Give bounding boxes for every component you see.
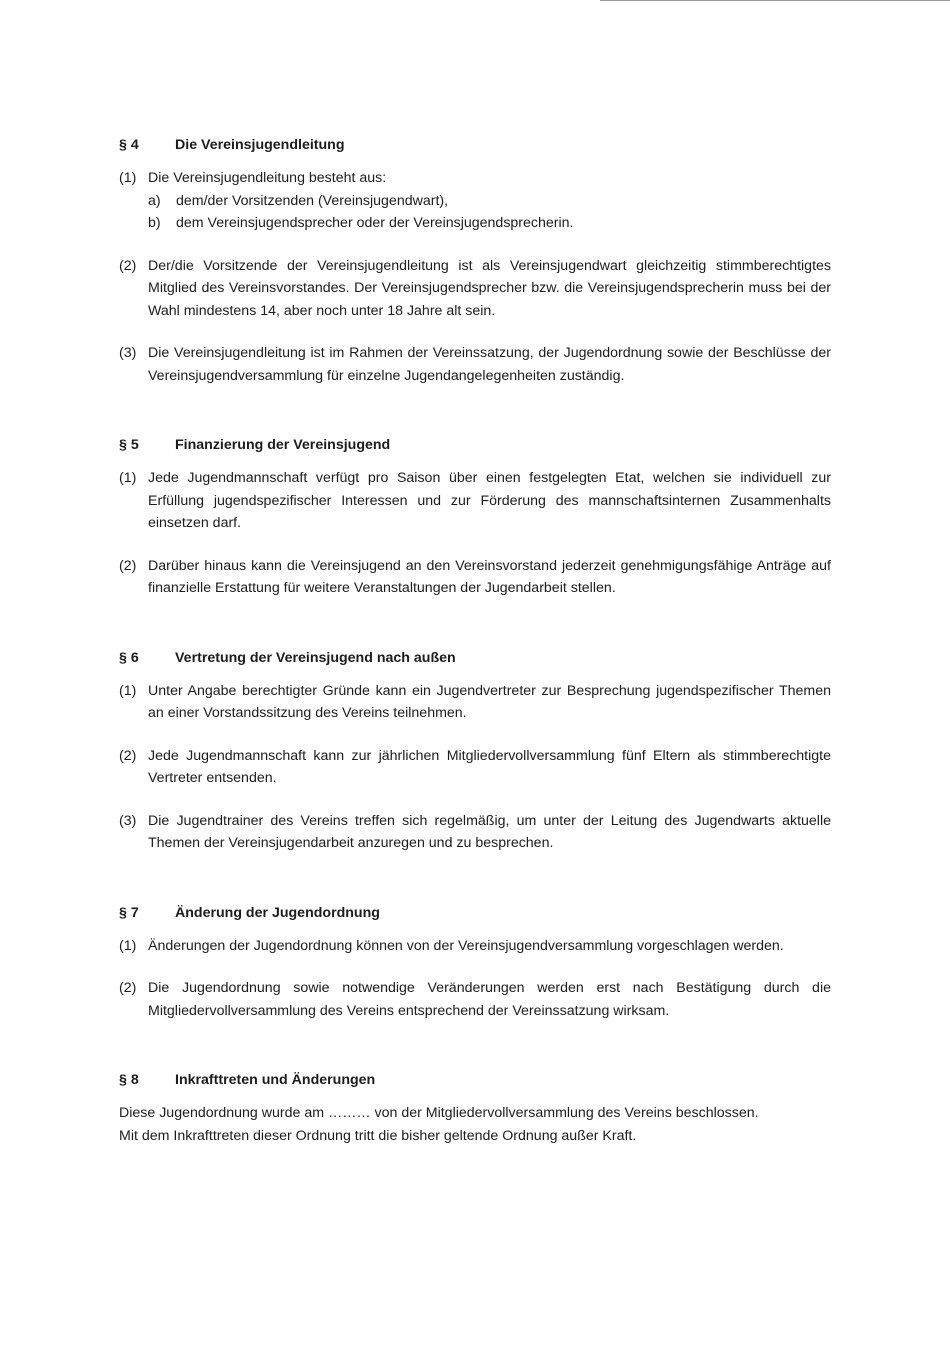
paragraph-text: Jede Jugendmannschaft verfügt pro Saison über einen festgelegten Etat, welchen sie individuell zur Erfüllung jugendspezifischer Interessen und zur Förderung des mannschaftsinternen Zusammenhalts einsetzen darf. <box>148 470 831 531</box>
paragraph-text: Jede Jugendmannschaft kann zur jährlichen Mitgliedervollversammlung fünf Eltern als stimmberechtigte Vertreter entsenden. <box>148 747 831 786</box>
section-heading-8 <box>119 1068 831 1092</box>
list-item <box>148 212 831 235</box>
section-title: Inkrafttreten und Änderungen <box>175 1072 376 1088</box>
paragraph-item <box>119 167 831 235</box>
scan-top-edge-line <box>600 0 950 1</box>
section-number: § 7 <box>119 904 139 921</box>
paragraph-item <box>119 810 831 855</box>
paragraph-text: Die Vereinsjugendleitung besteht aus: <box>148 170 387 186</box>
paragraph-text: Die Vereinsjugendleitung ist im Rahmen der Vereinssatzung, der Jugendordnung sowie der Beschlüsse der Vereinsjugendversammlung für einzelne Jugendangelegenheiten zuständig. <box>148 345 831 384</box>
paragraph-text: Die Jugendtrainer des Vereins treffen sich regelmäßig, um unter der Leitung des Jugendwarts aktuelle Themen der Vereinsjugendarbeit anzuregen und zu besprechen. <box>148 812 831 851</box>
section-title: Vertretung der Vereinsjugend nach außen <box>175 649 456 666</box>
paragraph-item <box>119 255 831 323</box>
paragraph-item <box>119 342 831 387</box>
paragraph-number: (1) <box>119 470 137 486</box>
section-title: Finanzierung der Vereinsjugend <box>175 437 391 453</box>
paragraph-number: (1) <box>119 682 137 699</box>
section-heading-4 <box>119 133 831 157</box>
section-title: Änderung der Jugendordnung <box>175 904 380 921</box>
paragraph-text: Darüber hinaus kann die Vereinsjugend an den Vereinsvorstand jederzeit genehmigungsfähige Anträge auf finanzielle Erstattung für weitere Veranstaltungen der Jugendarbeit stellen. <box>148 557 831 596</box>
closing-paragraph <box>119 1102 831 1147</box>
section-number: § 5 <box>119 437 139 453</box>
paragraph-text: Mit dem Inkrafttreten dieser Ordnung tritt die bisher geltende Ordnung außer Kraft. <box>119 1127 637 1144</box>
section-heading-5 <box>119 433 831 457</box>
paragraph-item <box>119 745 831 790</box>
paragraph-number: (3) <box>119 812 137 829</box>
list-item-label: b) <box>148 215 161 231</box>
paragraph-number: (2) <box>119 557 137 574</box>
section-heading-6 <box>119 646 831 670</box>
list-item-text: dem/der Vorsitzenden (Vereinsjugendwart), <box>176 192 449 209</box>
section-number: § 8 <box>119 1072 139 1088</box>
list-item-text: dem Vereinsjugendsprecher oder der Vereinsjugendsprecherin. <box>176 215 574 231</box>
section-number: § 4 <box>119 137 139 153</box>
paragraph-number: (1) <box>119 170 137 186</box>
paragraph-text: Die Jugendordnung sowie notwendige Veränderungen werden erst nach Bestätigung durch die Mitgliedervollversammlung des Vereins entsprechend der Vereinssatzung wirksam. <box>148 980 831 1019</box>
paragraph-item <box>119 680 831 725</box>
paragraph-number: (1) <box>119 937 137 954</box>
paragraph-item <box>119 467 831 535</box>
paragraph-number: (3) <box>119 345 137 361</box>
section-number: § 6 <box>119 649 139 666</box>
paragraph-item <box>119 977 831 1022</box>
paragraph-text: Diese Jugendordnung wurde am ……… von der Mitgliedervollversammlung des Vereins beschlossen. <box>119 1105 759 1121</box>
paragraph-number: (2) <box>119 747 137 764</box>
paragraph-text: Der/die Vorsitzende der Vereinsjugendleitung ist als Vereinsjugendwart gleichzeitig stimmberechtigtes Mitglied des Vereinsvorstandes. Der Vereinsjugendsprecher bzw. die Vereinsjugendsprecherin muss bei der Wahl mindestens 14, aber noch unter 18 Jahre alt sein. <box>148 257 831 319</box>
paragraph-text: Unter Angabe berechtigter Gründe kann ein Jugendvertreter zur Besprechung jugendspezifischer Themen an einer Vorstandssitzung des Vereins teilnehmen. <box>148 682 831 721</box>
paragraph-item <box>119 935 831 958</box>
paragraph-item <box>119 555 831 600</box>
list-item <box>148 190 831 213</box>
document-page <box>119 133 831 1147</box>
paragraph-number: (2) <box>119 980 137 996</box>
paragraph-text: Änderungen der Jugendordnung können von der Vereinsjugendversammlung vorgeschlagen werden. <box>148 937 784 954</box>
section-title: Die Vereinsjugendleitung <box>175 137 345 153</box>
list-item-label: a) <box>148 192 161 209</box>
paragraph-number: (2) <box>119 257 137 274</box>
section-heading-7 <box>119 901 831 925</box>
